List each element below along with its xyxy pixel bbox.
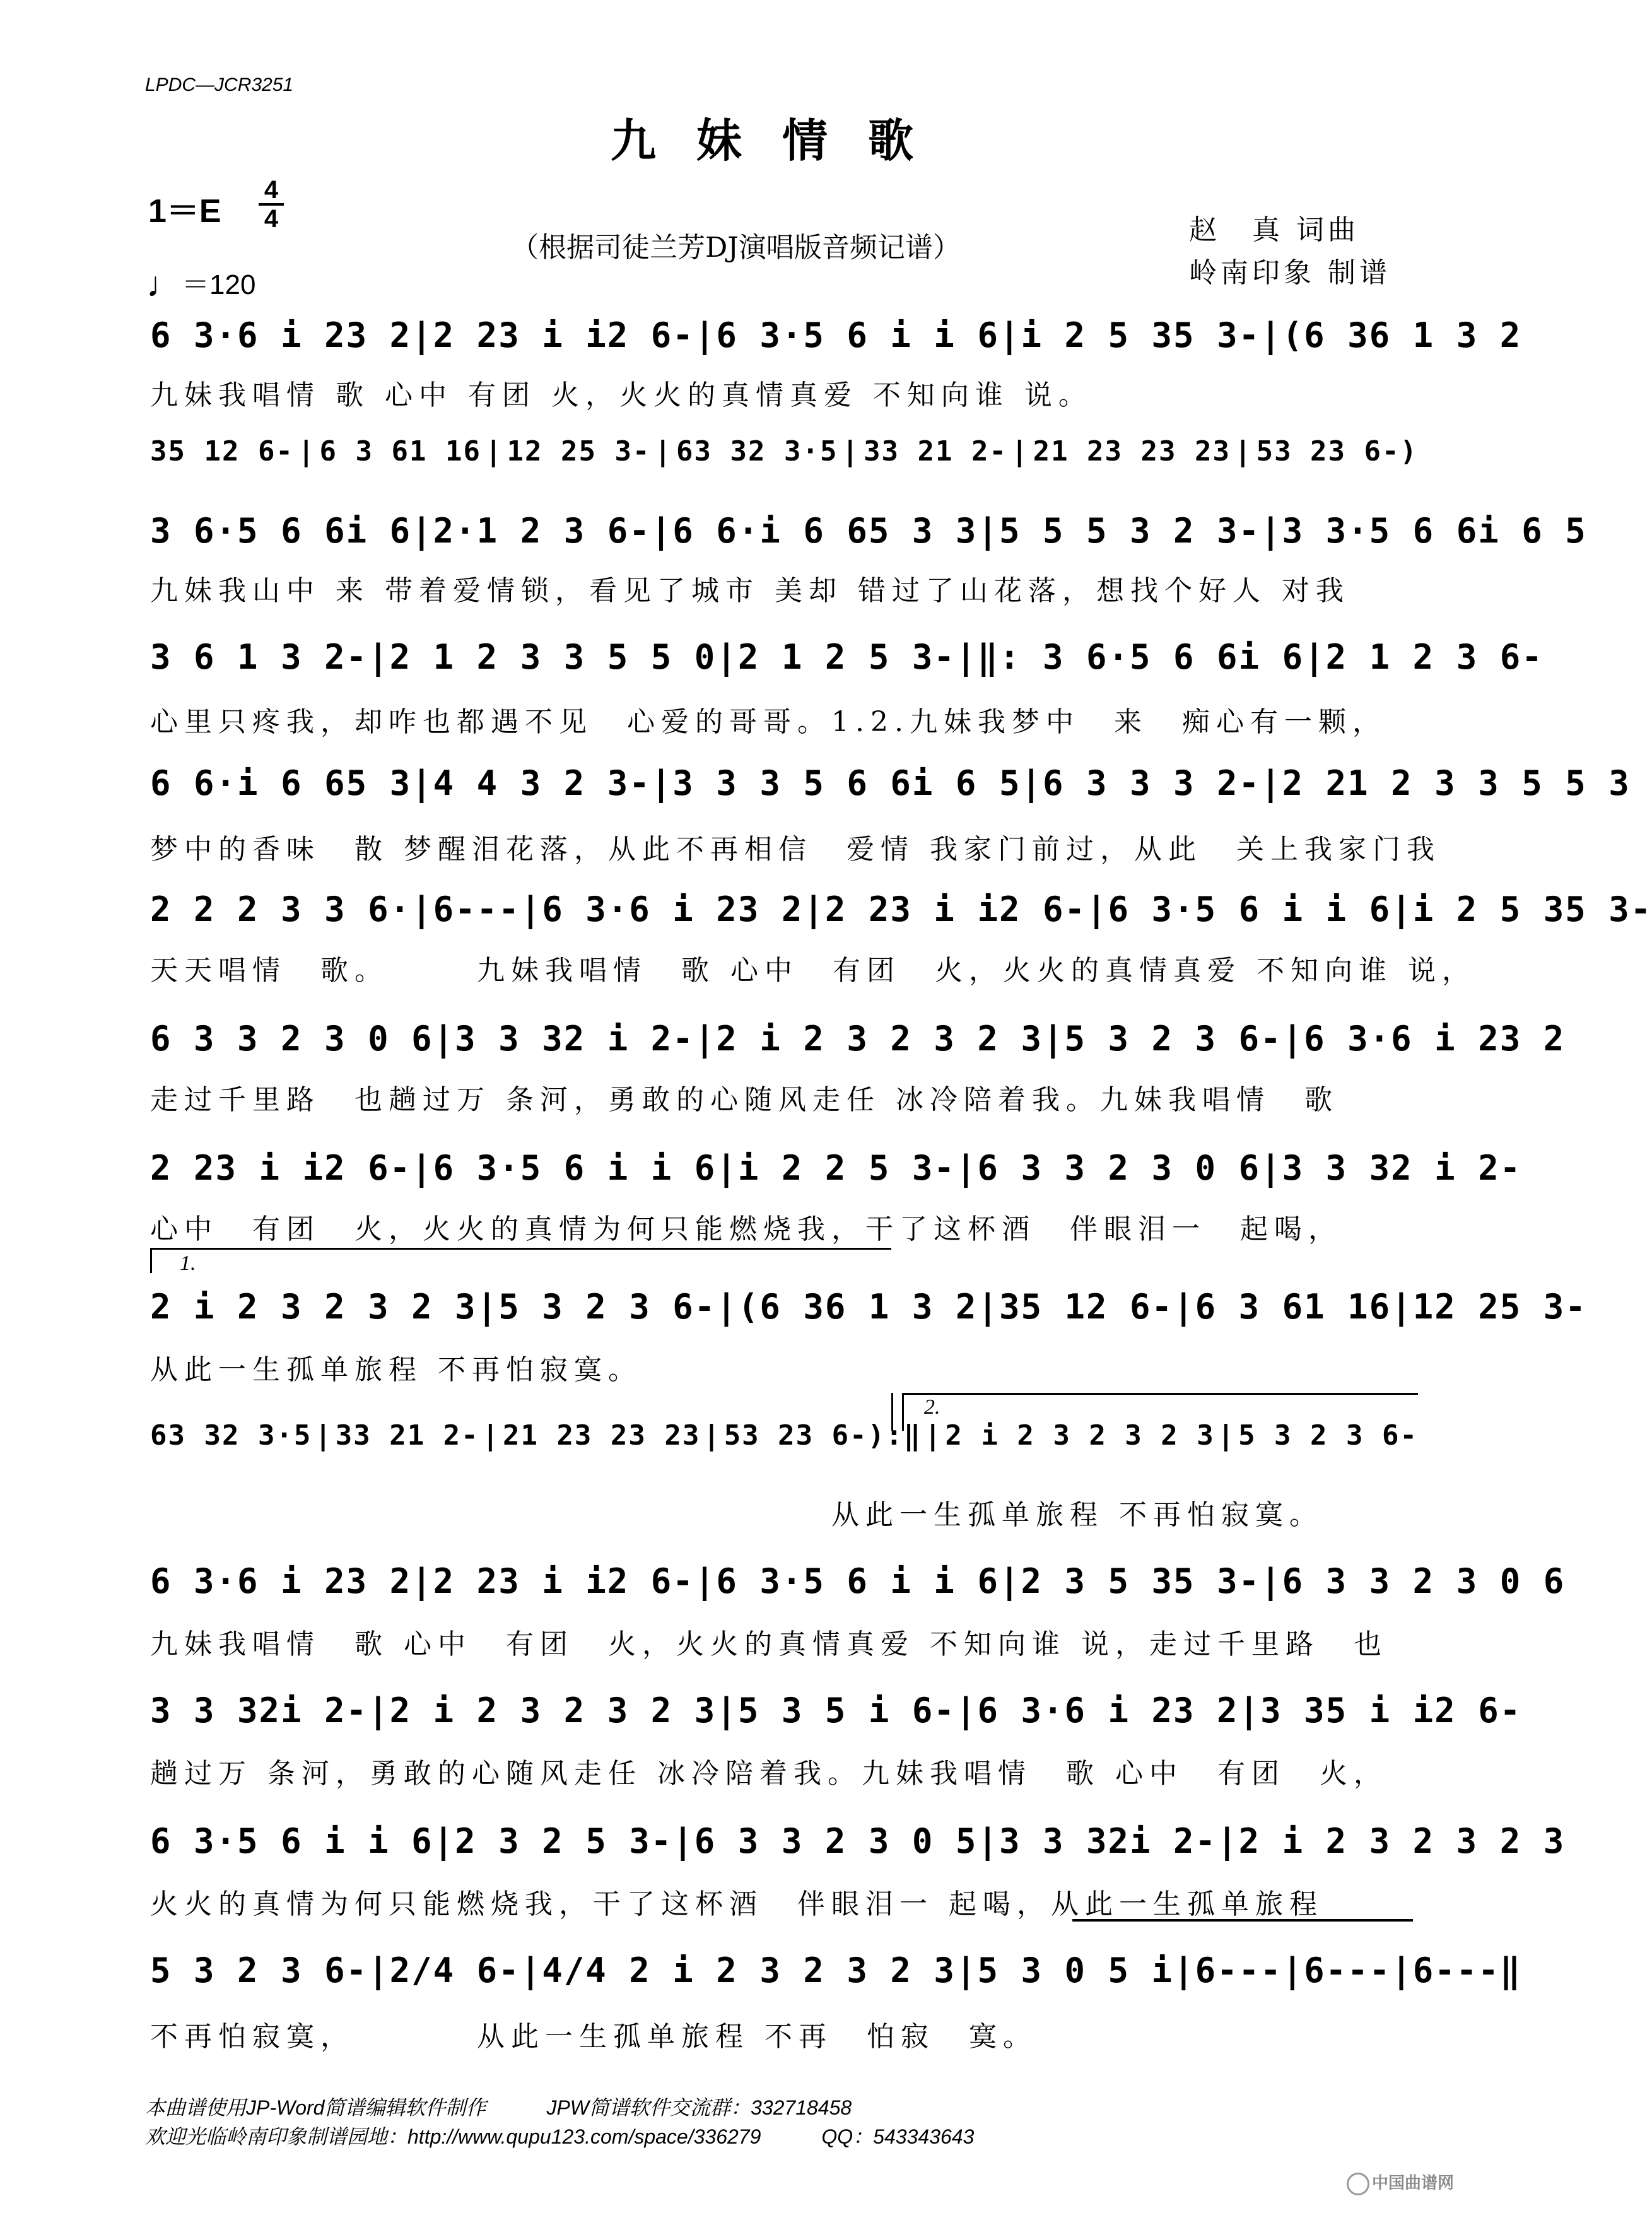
barline: | [1217,1821,1239,1861]
barline: | [411,511,433,551]
notation-line [150,1419,1418,1452]
quarter-note-icon: ♩ [146,264,182,304]
barline: | [1173,1287,1195,1327]
measure: 33 21 2- [864,435,1007,467]
barline: | [520,1951,542,1990]
barline: | [1260,1561,1282,1601]
volta-2-bracket-edge [902,1393,904,1431]
measure: 6 3 3 3 2- [1042,763,1261,803]
barline: | [716,637,738,677]
measure: 3 6·5 6 6i 6 [150,511,412,551]
measure: (6 36 1 3 2 [737,1287,978,1327]
score-code: LPDC—JCR3251 [145,74,294,95]
notation-line [150,637,1544,677]
barline: | [977,511,999,551]
measure: 2 2 2 3 3 6· [150,889,412,929]
barline: | [977,1287,999,1327]
measure: 12 25 3- [1412,1287,1587,1327]
lyrics-line: 从此一生孤单旅程 不再怕寂寞。 [150,1499,1323,1531]
measure: 6 3 61 16 [1195,1287,1391,1327]
barline: | [1391,1951,1413,1990]
barline: | [411,1561,433,1601]
measure: 6 3·5 6 i i 6 [716,315,999,355]
measure: 6 3·5 6 i i 6 [716,1561,999,1601]
site-watermark [1347,2170,1454,2195]
measure: 3 3 3 5 6 6i 6 5 [672,763,1021,803]
barline: | [977,1821,999,1861]
measure: 21 23 23 23 [1033,435,1231,467]
barline: | [1391,1287,1413,1327]
measure: ‖: 3 6·5 6 6i 6 [977,637,1304,677]
barline: | [955,1148,978,1188]
measure: 2 23 i i2 6- [433,315,694,355]
measure: 6---‖ [1412,1951,1522,1990]
barline: | [716,1287,738,1327]
subtitle: （根据司徒兰芳DJ演唱版音频记谱） [511,232,961,264]
measure: 6 6·i 6 65 3 3 [672,511,978,551]
measure: 2 1 2 3 6- [1325,637,1544,677]
volta-2-bracket [902,1393,1418,1395]
measure: 53 23 6-) [1256,435,1418,467]
barline: | [955,1951,978,1990]
barline: | [694,315,717,355]
measure: 5 5 5 3 2 3- [999,511,1261,551]
barline: | [476,1287,499,1327]
barline: | [999,315,1021,355]
barline: | [803,889,825,929]
barline: | [520,889,542,929]
measure: 21 23 23 23 [502,1419,701,1452]
measure: 5 3 2 3 6- [1238,1419,1418,1452]
transcriber-credit: 岭南印象 制谱 [1189,257,1391,289]
barline: | [433,1821,455,1861]
notation-line [150,1951,1522,1990]
measure: 5 3 2 3 6- [498,1287,717,1327]
notation-line [150,1691,1522,1730]
volta-1-end [891,1393,893,1431]
barline: | [1391,889,1413,929]
measure: (6 36 1 3 2 [1282,315,1522,355]
barline: | [955,637,978,677]
notation-line [150,315,1522,355]
time-signature [259,177,284,232]
measure: 2 23 i i2 6- [150,1148,412,1188]
measure: 6 6·i 6 65 3 [150,763,412,803]
notation-line [150,1148,1522,1188]
measure: 6--- [1304,1951,1391,1990]
notation-line [150,889,1652,929]
measure: 5 3 0 5 i [977,1951,1174,1990]
measure: 3 3 32i 2- [999,1821,1217,1861]
volta-2-label: 2. [924,1395,940,1419]
lyrics-line: 天天唱情 歌。 九妹我唱情 歌 心中 有团 火，火火的真情真爱 不知向谁 说， [150,954,1476,987]
time-signature-top: 4 [264,176,279,204]
measure: 2 i 2 3 2 3 2 3 [945,1419,1215,1452]
barline: | [314,1419,333,1452]
measure: 3 35 i i2 6- [1260,1691,1522,1730]
lyrics-line: 九妹我唱情 歌 心中 有团 火，火火的真情真爱 不知向谁 说，走过千里路 也 [150,1628,1388,1660]
final-tie [1072,1919,1413,1922]
measure: 6 3 3 2 3 0 6 [1282,1561,1566,1601]
measure: 6 3·6 i 23 2 [977,1691,1239,1730]
measure: 3 3 32i 2- [150,1691,368,1730]
measure: 6 3·6 i 23 2 [150,1561,412,1601]
page-title: 九妹情歌 [610,114,954,167]
lyrics-line: 趟过万 条河，勇敢的心随风走任 冰冷陪着我。九妹我唱情 歌 心中 有团 火， [150,1758,1388,1790]
measure: 6 3·5 6 i i 6 [433,1148,717,1188]
measure: 6--- [1195,1951,1282,1990]
barline: | [841,435,860,467]
volta-1-label: 1. [180,1252,196,1275]
notation-line [150,1561,1566,1601]
measure: 33 21 2- [335,1419,479,1452]
barline: | [411,763,433,803]
measure: 2 i 2 3 2 3 2 3 [389,1691,717,1730]
measure: 2 3 2 5 3- [455,1821,673,1861]
measure: 6 3 3 2 3 0 6 [150,1019,433,1059]
measure: 2 23 i i2 6- [824,889,1087,929]
measure: 3 3 32 i 2- [455,1019,694,1059]
barline: | [1086,889,1108,929]
barline: | [694,1561,717,1601]
volta-1-bracket-edge [150,1248,152,1273]
barline: | [411,889,433,929]
barline: | [1304,637,1326,677]
barline: | [1260,511,1282,551]
measure: 12 25 3- [507,435,651,467]
lyrics-line: 心中 有团 火，火火的真情为何只能燃烧我，干了这杯酒 伴眼泪一 起喝， [150,1213,1342,1245]
measure: 2 i 2 3 2 3 2 3 [150,1287,477,1327]
measure: 2 23 i i2 6- [433,1561,694,1601]
watermark-text: 中国曲谱网 [1372,2173,1455,2192]
measure: 6 3 3 2 3 0 5 [694,1821,978,1861]
volta-1-bracket [150,1248,891,1250]
measure: i 2 5 35 3- [1021,315,1261,355]
barline: | [654,435,672,467]
barline: | [411,315,433,355]
key-signature: 1＝E [148,193,221,230]
lyrics-line: 心里只疼我，却咋也都遇不见 心爱的哥哥。1.2.九妹我梦中 来 痴心有一颗， [150,706,1386,738]
notation-line [150,435,1418,467]
notation-line [150,1287,1587,1327]
measure: 2/4 6- [389,1951,520,1990]
barline: | [1282,1019,1304,1059]
measure: 6 3 61 16 [319,435,481,467]
barline: | [433,1019,455,1059]
lyrics-line: 走过千里路 也趟过万 条河，勇敢的心随风走任 冰冷陪着我。九妹我唱情 歌 [150,1084,1339,1116]
barline: | [1042,1019,1065,1059]
measure: 2 3 5 35 3- [1021,1561,1261,1601]
barline: | [1011,435,1029,467]
lyrics-line: 九妹我山中 来 带着爱情锁，看见了城市 美却 错过了山花落，想找个好人 对我 [150,575,1350,607]
measure: 53 23 6-):‖ [723,1419,922,1452]
barline: | [411,1148,433,1188]
measure: 6 3 3 2 3 0 6 [977,1148,1261,1188]
barline: | [716,1148,738,1188]
measure: 5 3 2 3 6- [150,1951,368,1990]
barline: | [1234,435,1253,467]
barline: | [672,1821,694,1861]
website-credit: 欢迎光临岭南印象制谱园地：http://www.qupu123.com/space/336279 QQ：543343643 [145,2125,975,2148]
measure: 6 3·6 i 23 2 [1304,1019,1566,1059]
barline: | [368,1951,390,1990]
barline: | [484,435,503,467]
barline: | [1260,1148,1282,1188]
measure: i 2 2 5 3- [737,1148,956,1188]
measure: 35 12 6- [999,1287,1174,1327]
measure: 3 3·5 6 6i 6 5 [1282,511,1587,551]
measure: 35 12 6- [150,435,294,467]
measure: 3 3 32 i 2- [1282,1148,1522,1188]
barline: | [1238,1691,1261,1730]
measure: 2 1 2 3 3 5 5 0 [389,637,717,677]
barline: | [1282,1951,1304,1990]
measure: 6 3·6 i 23 2 [150,315,412,355]
measure: 4/4 2 i 2 3 2 3 2 3 [542,1951,956,1990]
measure: 63 32 3·5 [150,1419,312,1452]
measure: 6 3·5 6 i i 6 [150,1821,433,1861]
measure: 63 32 3·5 [676,435,838,467]
notation-line [150,763,1631,803]
barline: | [1173,1951,1195,1990]
measure: 6 3·6 i 23 2 [542,889,804,929]
barline: | [999,1561,1021,1601]
notation-line [150,511,1587,551]
lyrics-line: 从此一生孤单旅程 不再怕寂寞。 [150,1354,642,1386]
lyrics-line: 九妹我唱情 歌 心中 有团 火，火火的真情真爱 不知向谁 说。 [150,379,1093,411]
barline: | [650,763,673,803]
lyrics-line: 梦中的香味 散 梦醒泪花落，从此不再相信 爱情 我家门前过，从此 关上我家门我 [150,833,1441,866]
barline: | [1021,763,1043,803]
measure: 2 i 2 3 2 3 2 3 [716,1019,1043,1059]
notation-line [150,1019,1566,1059]
measure: 2·1 2 3 6- [433,511,651,551]
tempo-marking [146,262,255,305]
measure: 6--- [433,889,520,929]
time-signature-bottom: 4 [259,203,284,232]
lyrics-line: 火火的真情为何只能燃烧我，干了这杯酒 伴眼泪一 起喝，从此一生孤单旅程 [150,1888,1323,1920]
measure: i 2 5 35 3- [1412,889,1652,929]
measure: 2 1 2 5 3- [737,637,956,677]
barline: | [1260,315,1282,355]
measure: 6 3·5 6 i i 6 [1108,889,1391,929]
barline: | [955,1691,978,1730]
barline: | [297,435,316,467]
barline: | [1260,763,1282,803]
barline: | [716,1691,738,1730]
measure: 5 3 2 3 6- [1064,1019,1282,1059]
software-credit: 本曲谱使用JP-Word简谱编辑软件制作 JPW简谱软件交流群：332718458 [145,2096,852,2119]
barline: | [368,1691,390,1730]
barline: | [1217,1419,1236,1452]
measure: 2 21 2 3 3 5 5 3 [1282,763,1631,803]
barline: | [482,1419,500,1452]
lyrics-line: 不再怕寂寞， 从此一生孤单旅程 不再 怕寂 寞。 [150,2021,1037,2053]
site-logo-icon [1347,2173,1369,2195]
measure: 4 4 3 2 3- [433,763,651,803]
notation-line [150,1821,1566,1861]
barline: | [694,1019,717,1059]
lyricist-composer-credit: 赵 真 词曲 [1189,214,1359,246]
measure: 2 i 2 3 2 3 2 3 [1238,1821,1566,1861]
barline: | [368,637,390,677]
barline: | [703,1419,722,1452]
barline: | [650,511,673,551]
measure: 5 3 5 i 6- [737,1691,956,1730]
measure: 3 6 1 3 2- [150,637,368,677]
barline: | [924,1419,942,1452]
tempo-value: ＝120 [182,269,256,300]
